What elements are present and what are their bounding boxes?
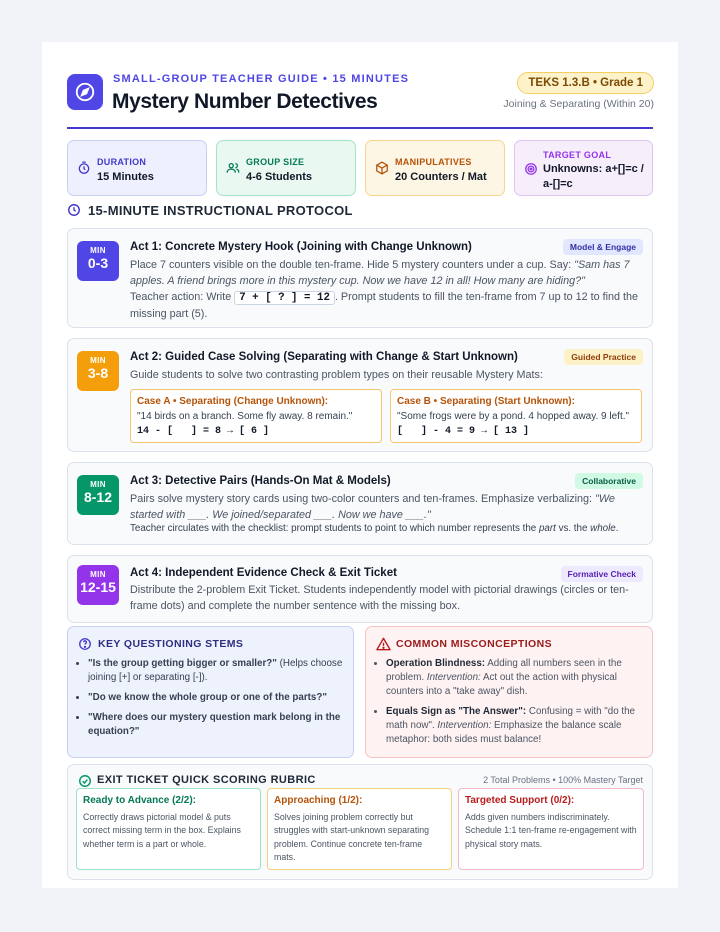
- group-size-card: [216, 140, 356, 196]
- intervention-text: Act out the action with physical counters into a "take away" dish.: [386, 672, 617, 697]
- rubric-level-advance: [76, 788, 261, 870]
- duration-card: [67, 140, 207, 196]
- act-1-teacher-action: [130, 290, 642, 322]
- manipulatives-value: 20 Counters / Mat: [395, 171, 487, 183]
- act-1-tag: Model & Engage: [563, 239, 643, 255]
- clock-icon: [67, 203, 81, 222]
- case-a-box: [130, 389, 382, 443]
- header-divider: [67, 127, 653, 129]
- question-stem: [88, 711, 343, 739]
- min-range: 3-8: [87, 365, 109, 381]
- misconception-title: Equals Sign as "The Answer":: [386, 706, 527, 717]
- act-3-text: Pairs solve mystery story cards using two-color counters and ten-frames. Emphasize verbalizing:: [130, 493, 596, 505]
- misconceptions-list: [376, 657, 642, 753]
- misconception-text: Adding all numbers seen in the problem.: [386, 658, 622, 683]
- note-part: part: [538, 523, 556, 534]
- misconceptions-heading: COMMON MISCONCEPTIONS: [396, 638, 552, 650]
- questioning-panel: [67, 626, 354, 758]
- act-1-equation: 7 + [ ? ] = 12: [234, 291, 335, 305]
- stem-note: (Helps choose joining [+] or separating [-]).: [88, 658, 343, 683]
- act-2-card: [67, 338, 653, 452]
- target-goal-label: TARGET GOAL: [543, 150, 612, 160]
- act-1-time-badge: [77, 241, 119, 281]
- act-3-time-badge: [77, 475, 119, 515]
- target-goal-value-line1: Unknowns: a+[]=c /: [543, 163, 644, 175]
- manipulatives-label: MANIPULATIVES: [395, 157, 472, 167]
- min-range: 12-15: [80, 579, 116, 595]
- act-3-card: [67, 462, 653, 545]
- act-2-description: Guide students to solve two contrasting problem types on their reusable Mystery Mats:: [130, 369, 543, 381]
- teks-badge: TEKS 1.3.B • Grade 1: [517, 72, 654, 94]
- act-3-quote: "We started with ___. We joined/separated ___. Now we have ___.": [130, 493, 615, 521]
- misconceptions-panel: [365, 626, 653, 758]
- act-2-time-badge: [77, 351, 119, 391]
- act-1-description: [130, 258, 642, 289]
- act-4-tag: Formative Check: [561, 566, 644, 582]
- question-stem: [88, 691, 343, 705]
- rubric-level-approaching: [267, 788, 452, 870]
- rubric-level-description: Correctly draws pictorial model & puts correct missing term in the box. Explains whether term is a part or whole.: [83, 812, 241, 849]
- rubric-level-description: Solves joining problem correctly but struggles with start-unknown separating problem. Continue concrete ten-frame mats.: [274, 812, 430, 862]
- duration-label: DURATION: [97, 157, 147, 167]
- act-4-card: [67, 555, 653, 623]
- protocol-heading: 15-MINUTE INSTRUCTIONAL PROTOCOL: [88, 203, 353, 218]
- guide-subtitle: SMALL-GROUP TEACHER GUIDE • 15 MINUTES: [113, 73, 410, 85]
- act-1-quote: "Sam has 7 apples. A friend brings more in this mystery cup. Now we have 12 in all! How many are hiding?": [130, 259, 630, 287]
- rubric-meta: 2 Total Problems • 100% Mastery Target: [483, 775, 643, 785]
- act-4-title: Act 4: Independent Evidence Check & Exit Ticket: [130, 567, 397, 579]
- rubric-level-title: Ready to Advance (2/2):: [83, 795, 196, 806]
- note-whole: whole: [590, 523, 616, 534]
- misconception-item: [386, 657, 642, 699]
- min-label: MIN: [90, 246, 106, 255]
- case-b-box: [390, 389, 642, 443]
- rubric-level-title: Approaching (1/2):: [274, 795, 363, 806]
- target-goal-value-line2: a-[]=c: [543, 178, 573, 190]
- users-icon: [226, 161, 240, 180]
- min-label: MIN: [90, 480, 106, 489]
- intervention-label: Intervention:: [426, 672, 481, 683]
- teks-subtitle: Joining & Separating (Within 20): [503, 98, 654, 110]
- rubric-level-title: Targeted Support (0/2):: [465, 795, 575, 806]
- questioning-list: [78, 657, 343, 745]
- misconception-item: [386, 705, 642, 747]
- case-b-problem: "Some frogs were by a pond. 4 hopped away. 9 left.": [397, 411, 630, 422]
- rubric-heading: EXIT TICKET QUICK SCORING RUBRIC: [97, 774, 316, 786]
- teacher-action-suffix: . Prompt students to fill the ten-frame from 7 up to 12 to find the missing part (5).: [130, 291, 639, 320]
- group-size-label: GROUP SIZE: [246, 157, 305, 167]
- act-1-card: [67, 228, 653, 328]
- box-icon: [375, 161, 389, 180]
- stem-text: "Is the group getting bigger or smaller?": [88, 658, 277, 669]
- act-2-tag: Guided Practice: [564, 349, 643, 365]
- question-icon: [78, 637, 92, 656]
- misconception-text: Confusing = with "do the math now".: [386, 706, 636, 731]
- case-a-title: Case A • Separating (Change Unknown):: [137, 396, 329, 407]
- stem-text: "Where does our mystery question mark belong in the equation?": [88, 712, 341, 737]
- compass-icon: [67, 74, 103, 110]
- target-goal-card: [514, 140, 653, 196]
- page-title: Mystery Number Detectives: [112, 90, 378, 113]
- lesson-page: [42, 42, 678, 888]
- act-3-tag: Collaborative: [575, 473, 643, 489]
- misconception-title: Operation Blindness:: [386, 658, 486, 669]
- min-range: 8-12: [83, 489, 113, 505]
- intervention-label: Intervention:: [437, 720, 492, 731]
- act-4-description: Distribute the 2-problem Exit Ticket. Students independently model with pictorial drawings (circles or ten-frame dots) and complete the number sentence with the missing box.: [130, 584, 629, 612]
- note-text: .: [615, 523, 619, 534]
- case-a-problem: "14 birds on a branch. Some fly away. 8 remain.": [137, 411, 353, 422]
- duration-value: 15 Minutes: [97, 171, 154, 183]
- question-stem: [88, 657, 343, 685]
- rubric-level-description: Adds given numbers indiscriminately. Schedule 1:1 ten-frame re-engagement with physical story mats.: [465, 812, 637, 849]
- timer-icon: [77, 161, 91, 180]
- teacher-action-prefix: Teacher action: Write: [130, 291, 235, 303]
- act-3-description: [130, 492, 642, 523]
- act-3-teacher-note: [130, 521, 642, 537]
- note-text: Teacher circulates with the checklist: prompt students to point to which number represents the: [130, 523, 539, 534]
- case-b-equation: [ ] - 4 = 9 → [ 13 ]: [397, 426, 530, 437]
- act-4-time-badge: [77, 565, 119, 605]
- case-a-equation: 14 - [ ] = 8 → [ 6 ]: [137, 426, 270, 437]
- rubric-level-support: [458, 788, 644, 870]
- min-range: 0-3: [87, 255, 109, 271]
- min-label: MIN: [90, 570, 106, 579]
- act-2-title: Act 2: Guided Case Solving (Separating with Change & Start Unknown): [130, 351, 518, 363]
- target-icon: [524, 162, 538, 181]
- warning-icon: [376, 637, 391, 656]
- note-text: vs. the: [555, 523, 591, 534]
- act-3-title: Act 3: Detective Pairs (Hands-On Mat & Models): [130, 475, 391, 487]
- act-1-text: Place 7 counters visible on the double ten-frame. Hide 5 mystery counters under a cup. Say:: [130, 259, 575, 271]
- stem-text: "Do we know the whole group or one of the parts?": [88, 692, 327, 703]
- min-label: MIN: [90, 356, 106, 365]
- group-size-value: 4-6 Students: [246, 171, 313, 183]
- case-b-title: Case B • Separating (Start Unknown):: [397, 396, 575, 407]
- manipulatives-card: [365, 140, 505, 196]
- act-1-title: Act 1: Concrete Mystery Hook (Joining with Change Unknown): [130, 241, 472, 253]
- questioning-heading: KEY QUESTIONING STEMS: [98, 638, 244, 650]
- intervention-text: Emphasize the balance scale metaphor: both sides must balance!: [386, 720, 622, 745]
